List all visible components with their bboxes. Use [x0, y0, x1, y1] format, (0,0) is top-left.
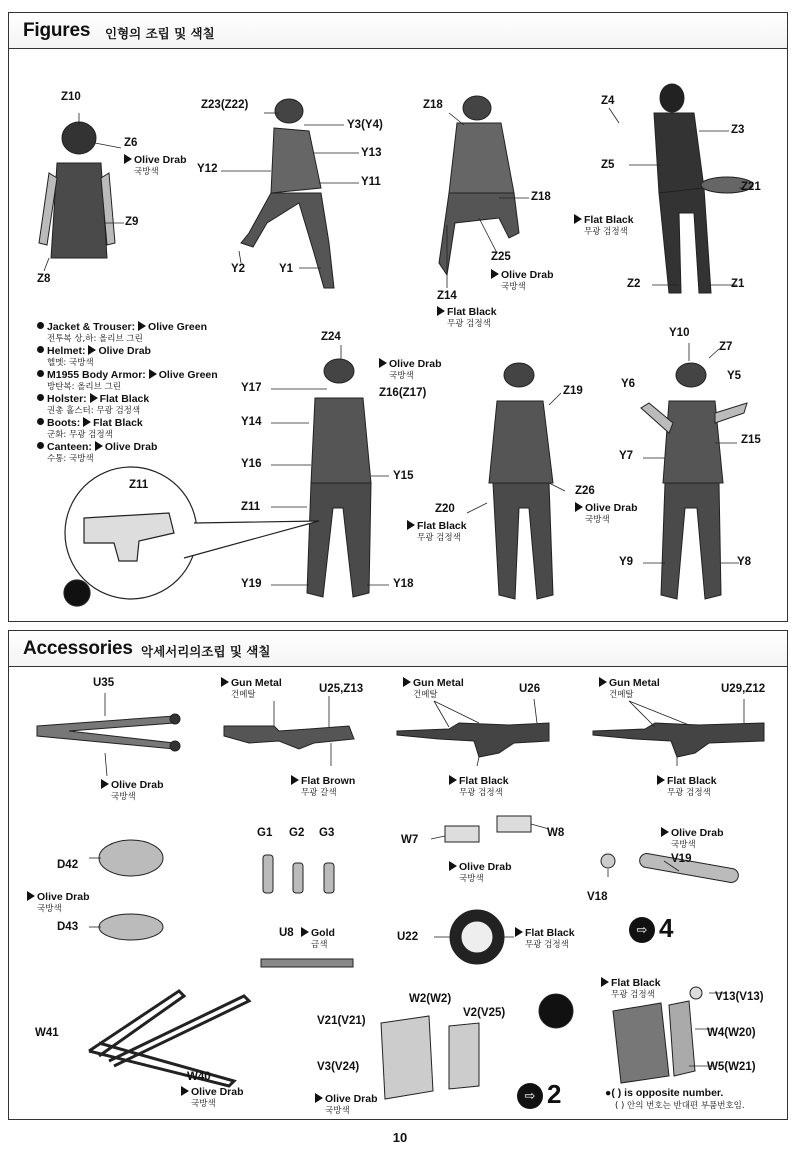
paint-callout: Flat Black 무광 검정색	[515, 927, 575, 951]
part-label: V21(V21)	[317, 1015, 366, 1027]
part-label: V18	[587, 891, 608, 903]
paint-triangle-icon	[379, 358, 387, 368]
paint-callout: Flat Black 무광 검정색	[574, 214, 634, 238]
page-number: 10	[392, 1130, 408, 1145]
paint-triangle-icon	[574, 214, 582, 224]
paint-triangle-icon	[90, 393, 98, 403]
accessories-panel	[8, 630, 788, 1120]
part-label: Y15	[393, 470, 414, 482]
paint-callout: Flat Black 무광 검정색	[437, 306, 497, 330]
part-label: Z1	[731, 278, 745, 290]
part-label: Y18	[393, 578, 414, 590]
paint-callout: Flat Black 무광 검정색	[601, 977, 661, 1001]
step-number: 2	[547, 1079, 562, 1109]
paint-triangle-icon	[149, 369, 157, 379]
part-label: D43	[57, 921, 79, 933]
part-label: Z14	[437, 290, 457, 302]
paint-triangle-icon	[515, 927, 523, 937]
part-label: Y5	[727, 370, 742, 382]
paint-triangle-icon	[491, 269, 499, 279]
part-label: Z6	[124, 137, 138, 149]
part-label: Y3(Y4)	[347, 119, 383, 131]
part-label: V19	[671, 853, 692, 865]
legend-item: Canteen: Olive Drab 수통: 국방색	[37, 441, 257, 465]
step-number: 4	[659, 913, 674, 943]
paint-triangle-icon	[315, 1093, 323, 1103]
paint-triangle-icon	[88, 345, 96, 355]
paint-triangle-icon	[449, 861, 457, 871]
step-arrows-icon: ⇨	[517, 1083, 543, 1109]
paint-triangle-icon	[657, 775, 665, 785]
figures-illustration	[9, 13, 789, 623]
part-label: G2	[289, 827, 305, 839]
paint-callout: Olive Drab 국방색	[379, 358, 442, 382]
paint-triangle-icon	[101, 779, 109, 789]
paint-callout: Olive Drab 국방색	[661, 827, 724, 851]
part-label: G1	[257, 827, 273, 839]
part-label: Y17	[241, 382, 262, 394]
paint-triangle-icon	[437, 306, 445, 316]
part-label: Y7	[619, 450, 634, 462]
part-label: Y16	[241, 458, 262, 470]
part-label: G3	[319, 827, 335, 839]
part-label: W40	[187, 1071, 211, 1083]
bullet-dot-icon	[37, 394, 44, 401]
part-label: U8	[279, 927, 294, 939]
part-label: Y12	[197, 163, 218, 175]
part-label: W41	[35, 1027, 59, 1039]
accessories-illustration	[9, 631, 789, 1121]
paint-triangle-icon	[27, 891, 35, 901]
part-label: Y1	[279, 263, 294, 275]
figures-title: Figures	[23, 20, 91, 41]
part-label: Y8	[737, 556, 752, 568]
part-label: Z9	[125, 216, 139, 228]
part-label: U25,Z13	[319, 683, 364, 695]
paint-triangle-icon	[221, 677, 229, 687]
part-label: D42	[57, 859, 79, 871]
paint-callout: Gold 금색	[301, 927, 335, 951]
paint-callout: Gun Metal 건메탈	[599, 677, 660, 701]
paint-triangle-icon	[599, 677, 607, 687]
paint-triangle-icon	[138, 321, 146, 331]
part-label: W7	[401, 834, 419, 846]
part-label: Z16(Z17)	[379, 387, 427, 399]
part-label: W8	[547, 827, 565, 839]
part-label: Z11	[241, 501, 261, 513]
part-label: W2(W2)	[409, 993, 452, 1005]
part-label: Z20	[435, 503, 455, 515]
part-label: Z18	[423, 99, 443, 111]
part-label: Z23(Z22)	[201, 99, 249, 111]
part-label: Y6	[621, 378, 636, 390]
paint-triangle-icon	[403, 677, 411, 687]
part-label: Z26	[575, 485, 595, 497]
part-label: Y9	[619, 556, 634, 568]
part-label: Y14	[241, 416, 262, 428]
part-label: Y10	[669, 327, 690, 339]
paint-callout: Flat Black 무광 검정색	[449, 775, 509, 799]
part-label: V13(V13)	[715, 991, 764, 1003]
part-label: U29,Z12	[721, 683, 766, 695]
paint-callout: Olive Drab 국방색	[315, 1093, 378, 1117]
accessories-title: Accessories	[23, 638, 133, 659]
part-label: V2(V25)	[463, 1007, 506, 1019]
part-label: U22	[397, 931, 419, 943]
legend-item: Boots: Flat Black 군화: 무광 검정색	[37, 417, 257, 441]
bullet-dot-icon	[37, 370, 44, 377]
bullet-dot-icon	[37, 418, 44, 425]
part-label: Z7	[719, 341, 733, 353]
legend-item: Helmet: Olive Drab 헬멧: 국방색	[37, 345, 257, 369]
paint-triangle-icon	[449, 775, 457, 785]
paint-callout: Olive Drab 국방색	[491, 269, 554, 293]
bullet-dot-icon	[37, 346, 44, 353]
paint-callout: Olive Drab 국방색	[124, 154, 187, 178]
paint-callout: Olive Drab 국방색	[181, 1086, 244, 1110]
bullet-dot-icon	[37, 442, 44, 449]
part-label: Y11	[361, 176, 381, 188]
paint-callout: Flat Black 무광 검정색	[407, 520, 467, 544]
paint-triangle-icon	[124, 154, 132, 164]
part-label: Y19	[241, 578, 262, 590]
paint-callout: Gun Metal 건메탈	[403, 677, 464, 701]
part-label: Z8	[37, 273, 51, 285]
bullet-dot-icon	[37, 322, 44, 329]
paint-callout: Olive Drab 국방색	[575, 502, 638, 526]
part-label: Y13	[361, 147, 382, 159]
part-label: Z2	[627, 278, 641, 290]
part-label: W5(W21)	[707, 1061, 756, 1073]
part-label: Z11	[129, 479, 149, 491]
accessories-subtitle: 악세서리의조립 및 색칠	[141, 644, 271, 659]
paint-triangle-icon	[575, 502, 583, 512]
paint-triangle-icon	[181, 1086, 189, 1096]
paint-triangle-icon	[95, 441, 103, 451]
part-label: Z19	[563, 385, 583, 397]
part-label: Z25	[491, 251, 511, 263]
legend-item: Holster: Flat Black 권총 홀스터: 무광 검정색	[37, 393, 257, 417]
paint-triangle-icon	[407, 520, 415, 530]
color-legend	[37, 321, 257, 465]
figures-subtitle: 인형의 조립 및 색칠	[105, 26, 215, 41]
paint-triangle-icon	[83, 417, 91, 427]
bullet-dot-icon: ●	[605, 1087, 612, 1099]
part-label: Z24	[321, 331, 341, 343]
part-label: U35	[93, 677, 115, 689]
part-label: W4(W20)	[707, 1027, 756, 1039]
legend-item: M1955 Body Armor: Olive Green 방탄복: 올리브 그린	[37, 369, 257, 393]
part-label: Z18	[531, 191, 551, 203]
paint-callout: Flat Brown 무광 갈색	[291, 775, 355, 799]
legend-item: Jacket & Trouser: Olive Green 전투복 상,하: 올리브 그린	[37, 321, 257, 345]
part-label: Z4	[601, 95, 615, 107]
part-label: Y2	[231, 263, 246, 275]
paint-triangle-icon	[291, 775, 299, 785]
part-label: Z3	[731, 124, 745, 136]
part-label: Z21	[741, 181, 761, 193]
paint-triangle-icon	[661, 827, 669, 837]
paint-callout: Olive Drab 국방색	[101, 779, 164, 803]
paint-triangle-icon	[301, 927, 309, 937]
part-label: V3(V24)	[317, 1061, 360, 1073]
paint-callout: Olive Drab 국방색	[449, 861, 512, 885]
paint-callout: Olive Drab 국방색	[27, 891, 90, 915]
paint-callout: Flat Black 무광 검정색	[657, 775, 717, 799]
step-arrows-icon: ⇨	[629, 917, 655, 943]
part-label: U26	[519, 683, 541, 695]
paint-callout: Gun Metal 건메탈	[221, 677, 282, 701]
paint-triangle-icon	[601, 977, 609, 987]
part-label: Z10	[61, 91, 81, 103]
part-label: Z15	[741, 434, 761, 446]
figures-panel	[8, 12, 788, 622]
part-label: Z5	[601, 159, 615, 171]
opposite-number-note: ●( ) is opposite number. ( ) 안의 번호는 반대편 부품번호임.	[605, 1087, 745, 1111]
